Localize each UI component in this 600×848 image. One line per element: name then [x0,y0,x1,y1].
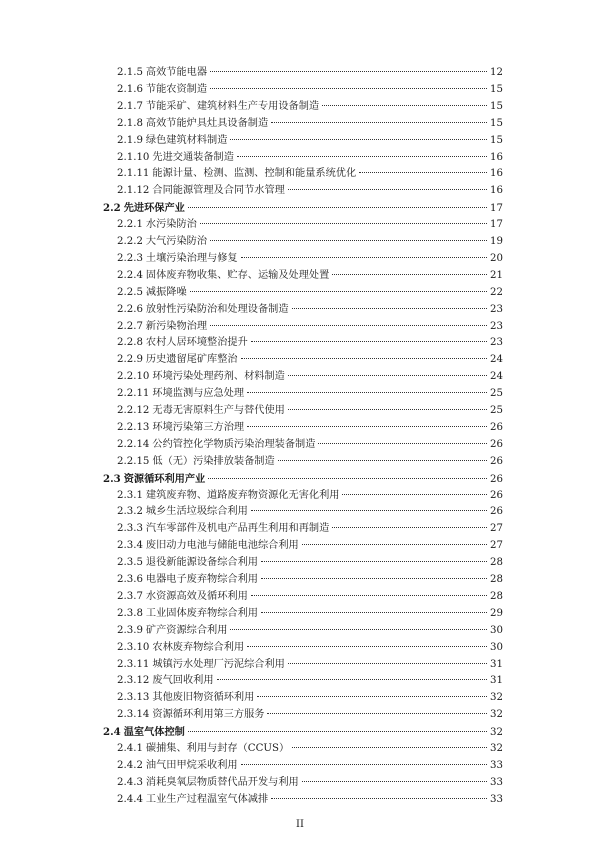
dot-leader [251,341,487,342]
dot-leader [322,105,487,106]
toc-entry-number: 2.3.11 [117,658,150,670]
toc-entry-title: 历史遗留尾矿库整治 [145,354,238,366]
dot-leader [278,460,487,461]
toc-entry-title: 城乡生活垃圾综合利用 [145,506,248,518]
toc-entry-page: 33 [490,776,503,788]
toc-entry-page: 25 [490,405,503,416]
dot-leader [318,443,487,444]
dot-leader [237,156,487,157]
dot-leader [251,595,487,596]
dot-leader [288,663,487,664]
toc-entry-number: 2.2.7 [117,320,143,332]
toc-entry-number: 2.2.14 [117,438,150,450]
toc-entry-title: 环境监测与应急处理 [152,388,245,400]
dot-leader [208,478,487,479]
toc-entry-page: 17 [490,203,503,215]
toc-entry-number: 2.3.10 [117,641,150,653]
toc-entry[interactable] [117,167,503,181]
toc-entry-page: 31 [490,675,503,687]
toc-entry[interactable] [117,793,503,807]
toc-entry[interactable] [117,303,503,317]
dot-leader [210,88,487,89]
toc-entry-title: 节能采矿、建筑材料生产专用设备制造 [145,100,320,112]
dot-leader [210,325,487,326]
toc-entry-number: 2.2.10 [117,371,150,383]
toc-entry-page: 23 [490,320,503,332]
toc-entry[interactable] [117,151,503,165]
dot-leader [292,308,487,309]
toc-entry[interactable] [117,438,503,452]
toc-entry-page: 28 [490,557,503,569]
toc-entry[interactable] [117,100,503,114]
toc-entry-page: 20 [490,252,503,264]
toc-entry-title: 减振降噪 [145,286,187,298]
toc-entry-number: 2.2 [103,202,121,215]
toc-entry-number: 2.2.11 [117,388,150,400]
toc-entry[interactable] [117,658,503,672]
toc-entry-page: 15 [490,117,503,129]
dot-leader [288,375,487,376]
toc-entry[interactable] [117,505,503,519]
toc-entry-number: 2.3.9 [117,624,143,636]
toc-entry-page: 12 [490,67,503,78]
toc-entry-page: 32 [490,727,503,739]
toc-entry-page: 28 [490,590,503,602]
toc-entry-title: 退役新能源设备综合利用 [145,557,258,569]
dot-leader [188,207,487,208]
toc-entry-number: 2.1.12 [117,185,150,197]
toc-entry-page: 15 [490,83,503,95]
toc-entry-number: 2.4.2 [117,759,143,771]
toc-entry-page: 26 [490,455,503,467]
toc-entry-title: 矿产资源综合利用 [145,624,228,636]
toc-entry-title: 工业固体废弃物综合利用 [145,607,258,619]
toc-entry[interactable] [117,235,503,249]
toc-entry-number: 2.4 [103,726,121,739]
dot-leader [271,798,487,799]
dot-leader [241,358,487,359]
toc-entry[interactable] [117,336,503,350]
toc-entry-number: 2.2.5 [117,286,143,298]
toc-entry[interactable] [117,184,503,198]
toc-entry[interactable] [117,573,503,587]
toc-entry[interactable] [117,286,503,300]
toc-entry-page: 23 [490,337,503,349]
toc-entry-number: 2.2.9 [117,354,143,366]
toc-entry-page: 27 [490,523,503,535]
toc-entry-title: 油气田甲烷采收利用 [145,759,238,771]
toc-entry[interactable] [117,421,503,435]
toc-entry-number: 2.4.4 [117,793,143,805]
dot-leader [230,629,487,630]
toc-entry-number: 2.3.14 [117,709,150,721]
dot-leader [210,240,487,241]
toc-entry-page: 26 [490,506,503,518]
dot-leader [247,426,487,427]
toc-entry-number: 2.1.9 [117,134,143,146]
toc-entry-number: 2.2.12 [117,405,150,416]
toc-entry-page: 27 [490,540,503,552]
toc-entry-title: 高效节能电器 [145,67,208,78]
dot-leader [292,747,487,748]
toc-entry-number: 2.3.12 [117,675,150,687]
toc-entry-number: 2.2.1 [117,219,143,231]
toc-entry-page: 29 [490,607,503,619]
toc-entry-page: 15 [490,100,503,112]
toc-entry-title: 农林废弃物综合利用 [152,641,245,653]
toc-entry-page: 30 [490,624,503,636]
dot-leader [332,527,487,528]
toc-entry-title: 能源计量、检测、监测、控制和能量系统优化 [152,168,357,180]
toc-entry-title: 工业生产过程温室气体减排 [145,793,269,805]
toc-entry-number: 2.1.8 [117,117,143,129]
toc-entry[interactable] [117,117,503,131]
toc-entry-number: 2.3.4 [117,540,143,552]
toc-entry[interactable] [117,590,503,604]
dot-leader [210,71,487,72]
toc-entry-page: 16 [490,168,503,180]
toc-entry-title: 节能农资制造 [145,83,208,95]
toc-entry-page: 28 [490,574,503,585]
toc-entry-title: 放射性污染防治和处理设备制造 [145,303,289,315]
dot-leader [288,189,487,190]
toc-entry-page: 30 [490,641,503,653]
toc-entry[interactable] [117,556,503,570]
toc-entry-title: 环境污染处理药剂、材料制造 [152,371,285,383]
toc-entry-number: 2.4.1 [117,743,143,754]
toc-entry-number: 2.3.1 [117,489,143,501]
dot-leader [302,781,487,782]
toc-entry-title: 农村人居环境整治提升 [145,337,248,349]
toc-entry-number: 2.1.10 [117,151,150,163]
toc-entry-title: 汽车零部件及机电产品再生利用和再制造 [145,523,330,535]
toc-entry-number: 2.2.13 [117,421,150,433]
toc-entry-title: 新污染物治理 [145,320,208,332]
toc-entry[interactable] [117,252,503,266]
toc-entry-number: 2.2.8 [117,337,143,349]
toc-entry-page: 17 [490,219,503,231]
toc-entry[interactable] [117,83,503,97]
dot-leader [261,612,487,613]
toc-entry-title: 大气污染防治 [145,236,208,247]
toc-entry-number: 2.3.6 [117,574,143,585]
toc-entry[interactable] [117,624,503,638]
toc-entry-page: 32 [490,709,503,721]
dot-leader [247,646,487,647]
toc-entry[interactable] [117,370,503,384]
toc-section-heading[interactable] [103,472,503,487]
toc-entry-page: 31 [490,658,503,670]
toc-entry[interactable] [117,66,503,80]
toc-entry-number: 2.3.5 [117,557,143,569]
dot-leader [271,122,487,123]
toc-entry-title: 环境污染第三方治理 [152,421,245,433]
dot-leader [241,257,487,258]
toc-entry-title: 城镇污水处理厂污泥综合利用 [152,658,285,670]
dot-leader [200,223,487,224]
toc-entry-title: 土壤污染治理与修复 [145,252,238,264]
toc-entry-number: 2.1.11 [117,168,150,180]
dot-leader [241,764,487,765]
dot-leader [342,494,487,495]
toc-entry-page: 25 [490,388,503,400]
toc-entry-page: 16 [490,185,503,197]
toc-entry-page: 24 [490,354,503,366]
toc-entry[interactable] [117,691,503,705]
toc-entry-page: 26 [490,438,503,450]
toc-entry-page: 26 [490,489,503,501]
toc-entry[interactable] [117,708,503,722]
dot-leader [257,696,487,697]
toc-entry-title: 消耗臭氧层物质替代品开发与利用 [145,776,299,788]
dot-leader [230,139,487,140]
toc-entry-page: 22 [490,286,503,298]
toc-entry-title: 合同能源管理及合同节水管理 [152,185,285,197]
toc-entry-number: 2.3.7 [117,590,143,602]
dot-leader [267,713,487,714]
toc-entry-number: 2.3.8 [117,607,143,619]
toc-entry-title: 水污染防治 [145,219,197,231]
toc-entry[interactable] [117,455,503,469]
toc-entry-number: 2.3.3 [117,523,143,535]
toc-entry[interactable] [117,387,503,401]
dot-leader [332,274,487,275]
toc-entry-page: 23 [490,303,503,315]
toc-entry-title: 无毒无害原料生产与替代使用 [152,405,285,416]
toc-entry-page: 21 [490,269,503,281]
toc-entry-title: 水资源高效及循环利用 [145,590,248,602]
toc-entry-page: 33 [490,793,503,805]
dot-leader [188,731,487,732]
toc-entry-page: 26 [490,473,503,485]
toc-entry-page: 33 [490,759,503,771]
dot-leader [261,561,487,562]
toc-entry-number: 2.2.4 [117,269,143,281]
toc-entry-number: 2.2.3 [117,252,143,264]
toc-entry-title: 温室气体控制 [123,726,185,739]
toc-entry-number: 2.1.6 [117,83,143,95]
toc-entry-page: 32 [490,743,503,754]
toc-entry-title: 资源循环利用产业 [123,472,206,485]
toc-entry[interactable] [117,674,503,688]
toc-entry[interactable] [117,742,503,756]
dot-leader [261,578,487,579]
toc-entry-title: 先进环保产业 [123,202,185,215]
toc-section-heading[interactable] [103,725,503,740]
toc-entry-title: 其他废旧物资循环利用 [152,692,255,704]
toc-entry-page: 24 [490,371,503,383]
dot-leader [190,291,487,292]
toc-entry-number: 2.1.5 [117,67,143,78]
toc-entry-page: 32 [490,692,503,704]
toc-entry-number: 2.3.2 [117,506,143,518]
toc-entry-number: 2.2.6 [117,303,143,315]
toc-entry-page: 16 [490,151,503,163]
toc-entry-number: 2.3.13 [117,692,150,704]
toc-entry[interactable] [117,269,503,283]
toc-entry[interactable] [117,218,503,232]
dot-leader [251,510,487,511]
dot-leader [288,409,487,410]
toc-entry[interactable] [117,759,503,773]
toc-entry[interactable] [117,607,503,621]
toc-entry-title: 高效节能炉具灶具设备制造 [145,117,269,129]
toc-entry-title: 碳捕集、利用与封存（CCUS） [145,743,290,754]
toc-entry-number: 2.2.15 [117,455,150,467]
toc-entry-number: 2.2.2 [117,236,143,247]
toc-entry-title: 资源循环利用第三方服务 [152,709,265,721]
toc-entry[interactable] [117,404,503,418]
dot-leader [217,679,487,680]
dot-leader [247,392,487,393]
toc-entry-title: 公约管控化学物质污染治理装备制造 [152,438,316,450]
toc-entry[interactable] [117,489,503,503]
dot-leader [302,544,487,545]
toc-section-heading[interactable] [103,201,503,216]
toc-entry-title: 建筑废弃物、道路废弃物资源化无害化利用 [145,489,340,501]
toc-entry[interactable] [117,539,503,553]
toc-entry-page: 15 [490,134,503,146]
toc-entry-title: 绿色建筑材料制造 [145,134,228,146]
toc-entry[interactable] [117,522,503,536]
toc-entry[interactable] [117,320,503,334]
toc-entry[interactable] [117,776,503,790]
toc-entry-page: 26 [490,421,503,433]
toc-entry-title: 废气回收利用 [152,675,214,687]
toc-entry[interactable] [117,353,503,367]
toc-entry[interactable] [117,641,503,655]
toc-entry[interactable] [117,134,503,148]
toc-entry-number: 2.1.7 [117,100,143,112]
page-number: II [296,818,304,830]
toc-entry-number: 2.3 [103,472,121,485]
dot-leader [359,172,487,173]
toc-entry-title: 废旧动力电池与储能电池综合利用 [145,540,299,552]
toc-entry-number: 2.4.3 [117,776,143,788]
toc-entry-title: 先进交通装备制造 [152,151,234,163]
toc-entry-title: 电器电子废弃物综合利用 [145,574,258,585]
toc-entry-title: 低（无）污染排放装备制造 [152,455,275,467]
toc-entry-title: 固体废弃物收集、贮存、运输及处理处置 [145,269,330,281]
toc-entry-page: 19 [490,236,503,247]
